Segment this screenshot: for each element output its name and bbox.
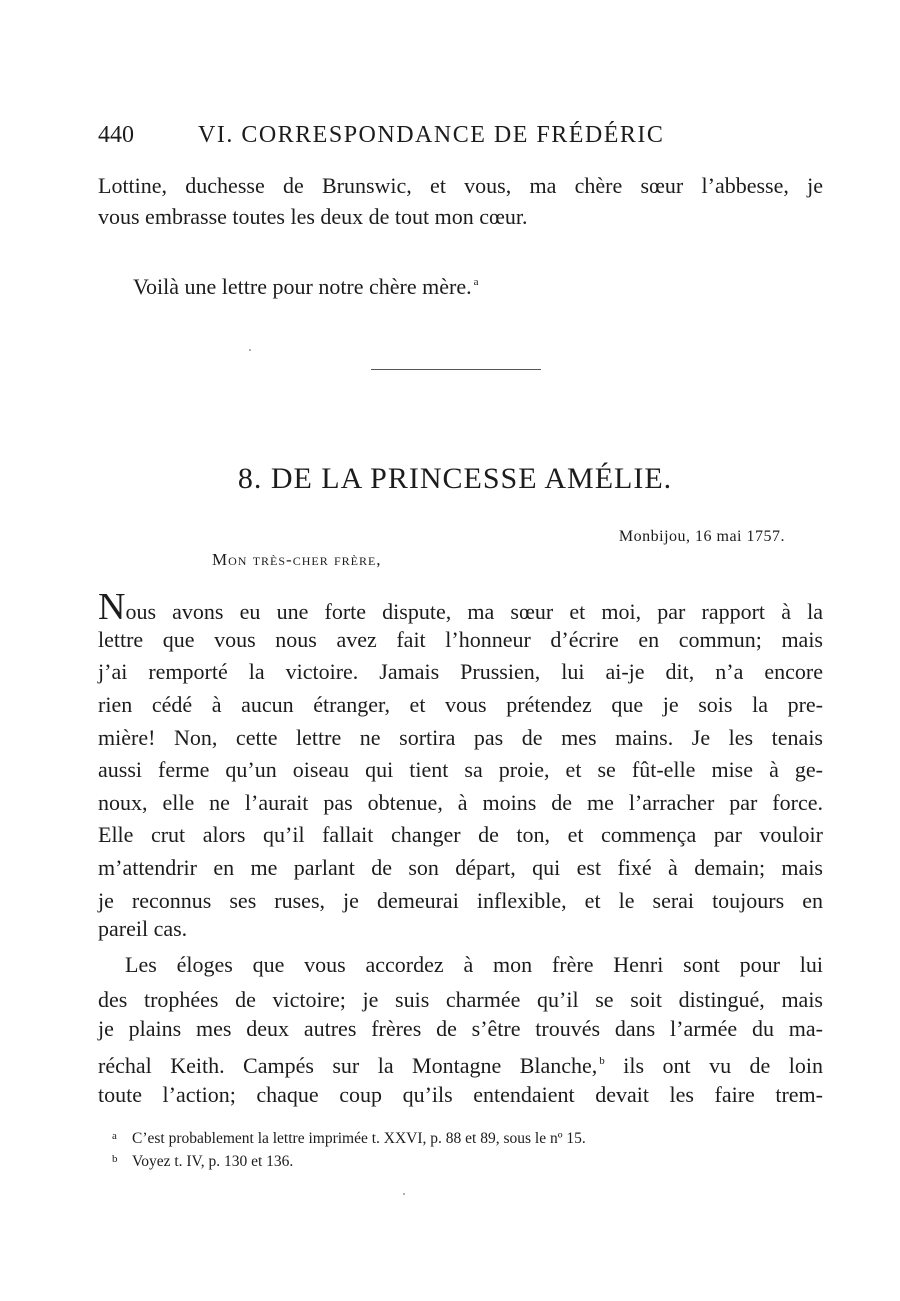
text-line: lettre que vous nous avez fait l’honneur d’écrire en commun; mais [98,627,823,652]
footnote [112,1130,586,1148]
footnote-text: C’est probablement la lettre imprimée t. XXVI, p. 88 et 89, sous le nº 15. [132,1130,586,1147]
text-line: Les éloges que vous accordez à mon frère Henri sont pour lui [125,952,823,977]
paper-speck [249,349,251,351]
text-line: Lottine, duchesse de Brunswic, et vous, ma chère sœur l’abbesse, je [98,173,823,198]
text-line: m’attendrir en me parlant de son départ, qui est fixé à demain; mais [98,855,823,880]
text-line: Elle crut alors qu’il fallait changer de ton, et commença par vouloir [98,822,823,847]
text-line: pareil cas. [98,916,188,941]
text-line: j’ai remporté la victoire. Jamais Prussien, lui ai-je dit, n’a encore [98,659,823,684]
text-line: aussi ferme qu’un oiseau qui tient sa proie, et se fût-elle mise à ge- [98,757,823,782]
footnote-ref-b: b [599,1055,605,1067]
text-line: rien cédé à aucun étranger, et vous prétendez que je sois la pre- [98,692,823,717]
running-header [98,122,738,149]
section-divider [371,369,541,370]
text-line [98,1046,823,1081]
text-line: toute l’action; chaque coup qu’ils entendaient devait les faire trem- [98,1082,823,1107]
salutation: Mon très-cher frère, [212,550,382,569]
footnote-ref-a: a [473,276,479,288]
postscript [133,267,479,302]
paper-speck [403,1193,405,1195]
footnote-text: Voyez t. IV, p. 130 et 136. [132,1153,294,1170]
text-line: je reconnus ses ruses, je demeurai inflexible, et le serai toujours en [98,888,823,913]
letter-title: 8. DE LA PRINCESSE AMÉLIE. [237,462,673,495]
text-line-start: réchal Keith. Campés sur la Montagne Blanche, [98,1053,598,1078]
running-title: VI. CORRESPONDANCE DE FRÉDÉRIC [198,122,665,148]
text-line-rest: ous avons eu une forte dispute, ma sœur et moi, par rapport à la [125,599,823,624]
footnote-mark: b [112,1153,118,1165]
text-line: des trophées de victoire; je suis charmée qu’il se soit distingué, mais [98,987,823,1012]
text-line: je plains mes deux autres frères de s’être trouvés dans l’armée du ma- [98,1016,823,1041]
dateline: Monbijou, 16 mai 1757. [618,528,785,545]
footnote [112,1153,293,1171]
page-number: 440 [98,122,134,148]
text-line-end: ils ont vu de loin [623,1053,823,1078]
postscript-text: Voilà une lettre pour notre chère mère. [133,274,472,299]
text-line: noux, elle ne l’aurait pas obtenue, à moins de me l’arracher par force. [98,790,823,815]
drop-cap: N [98,586,126,628]
text-line: mière! Non, cette lettre ne sortira pas de mes mains. Je les tenais [98,725,823,750]
text-line [98,586,823,628]
footnote-mark: a [112,1130,117,1142]
text-line: vous embrasse toutes les deux de tout mon cœur. [98,204,528,229]
